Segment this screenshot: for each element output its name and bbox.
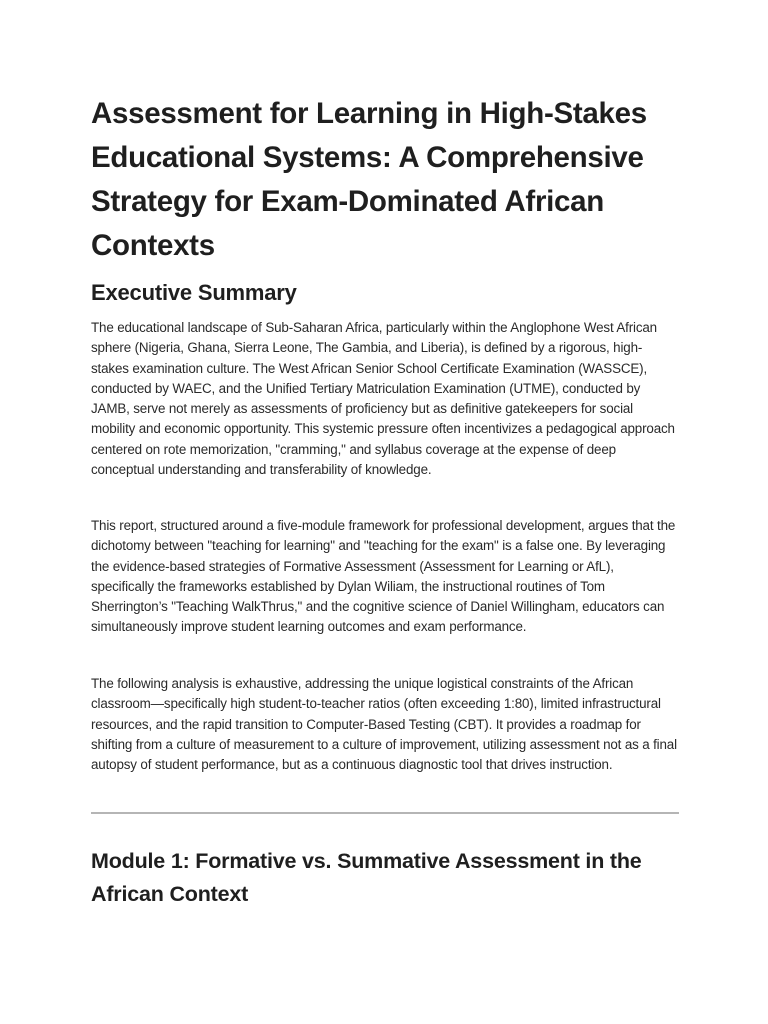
executive-summary-paragraph-2: This report, structured around a five-module framework for professional development, argues that the dichotomy between "teaching for learning" and "teaching for the exam" is a false one. By leveraging the evidence-based strategies of Formative Assessment (Assessment for Learning or AfL), specifically the frameworks established by Dylan Wiliam, the instructional routines of Tom Sherrington’s "Teaching WalkThrus," and the cognitive science of Daniel Willingham, educators can simultaneously improve student learning outcomes and exam performance. [91, 518, 676, 635]
executive-summary-paragraph-1: The educational landscape of Sub-Saharan Africa, particularly within the Anglophone West African sphere (Nigeria, Ghana, Sierra Leone, The Gambia, and Liberia), is defined by a rigorous, high-stakes examination culture. The West African Senior School Certificate Examination (WASSCE), conducted by WAEC, and the Unified Tertiary Matriculation Examination (UTME), conducted by JAMB, serve not merely as assessments of proficiency but as definitive gatekeepers for social mobility and economic opportunity. This systemic pressure often incentivizes a pedagogical approach centered on rote memorization, "cramming," and syllabus coverage at the expense of deep conceptual understanding and transferability of knowledge. [91, 320, 675, 478]
document-title: Assessment for Learning in High-Stakes Educational Systems: A Comprehensive Strategy for Exam-Dominated African Contexts [91, 97, 647, 262]
section-divider [91, 812, 679, 814]
executive-summary-paragraph-3: The following analysis is exhaustive, addressing the unique logistical constraints of the African classroom—specifically high student-to-teacher ratios (often exceeding 1:80), limited infrastructural resources, and the rapid transition to Computer-Based Testing (CBT). It provides a roadmap for shifting from a culture of measurement to a culture of improvement, utilizing assessment not as a final autopsy of student performance, but as a continuous diagnostic tool that drives instruction. [91, 676, 677, 773]
module-1-heading: Module 1: Formative vs. Summative Assessment in the African Context [91, 849, 642, 906]
executive-summary-heading: Executive Summary [91, 280, 297, 305]
